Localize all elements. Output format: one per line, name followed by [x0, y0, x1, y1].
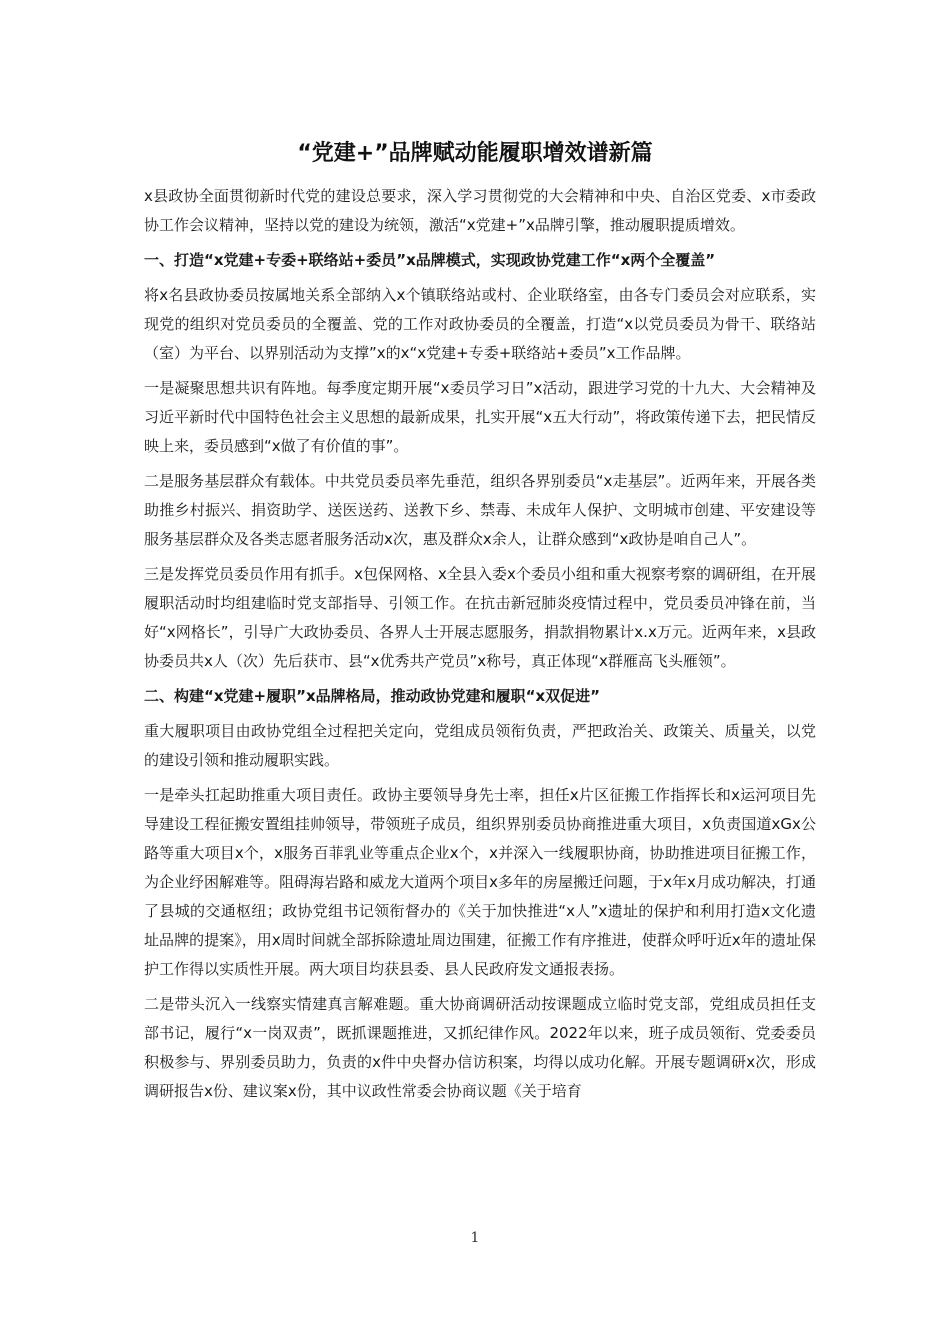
body-paragraph: 一是牵头扛起助推重大项目责任。政协主要领导身先士率，担任x片区征搬工作指挥长和x运河项目先导建设工程征搬安置组挂帅领导，带领班子成员，组织界别委员协商推进重大项目，x负责国道xGx公路等重大项目x个，x服务百菲乳业等重点企业x个，x并深入一线履职协商，协助推进项目征搬工作，为企业纾困解难等。阻碍海岩路和威龙大道两个项目x多年的房屋搬迁问题，于x年x月成功解决，打通了县城的交通枢纽；政协党组书记领衔督办的《关于加快推进“x人”x遗址的保护和利用打造x文化遗址品牌的提案》，用x周时间就全部拆除遗址周边围建，征搬工作有序推进，使群众呼吁近x年的遗址保护工作得以实质性开展。两大项目均获县委、县人民政府发文通报表扬。	[144, 786, 816, 978]
body-paragraph: 重大履职项目由政协党组全过程把关定向，党组成员领衔负责，严把政治关、政策关、质量关，以党的建设引领和推动履职实践。	[144, 722, 816, 769]
body-paragraph: 三是发挥党员委员作用有抓手。x包保网格、x全县入委x个委员小组和重大视察考察的调研组，在开展履职活动时均组建临时党支部指导、引领工作。在抗击新冠肺炎疫情过程中，党员委员冲锋在前，当好“x网格长”，引导广大政协委员、各界人士开展志愿服务，捐款捐物累计x.x万元。近两年来，x县政协委员共x人（次）先后获市、县“x优秀共产党员”x称号，真正体现“x群雁高飞头雁领”。	[144, 565, 816, 670]
body-paragraph: 二是带头沉入一线察实情建真言解难题。重大协商调研活动按课题成立临时党支部，党组成员担任支部书记，履行“x一岗双责”，既抓课题推进，又抓纪律作风。2022年以来，班子成员领衔、党委委员积极参与、界别委员助力，负责的x件中央督办信访积案，均得以成功化解。开展专题调研x次，形成调研报告x份、建议案x份，其中议政性常委会协商议题《关于培育	[144, 995, 816, 1100]
document-title: “党建+”品牌赋动能履职增效谱新篇	[297, 141, 653, 166]
body-paragraph: 二是服务基层群众有载体。中共党员委员率先垂范，组织各界别委员“x走基层”。近两年来，开展各类助推乡村振兴、捐资助学、送医送药、送教下乡、禁毒、未成年人保护、文明城市创建、平安建设等服务基层群众及各类志愿者服务活动x次，惠及群众x余人，让群众感到“x政协是咱自己人”。	[144, 472, 816, 548]
page-number: 1	[470, 1230, 480, 1246]
section-heading-2: 二、构建“x党建+履职”x品牌格局，推动政协党建和履职“x双促进”	[144, 687, 601, 705]
intro-paragraph: x县政协全面贯彻新时代党的建设总要求，深入学习贯彻党的大会精神和中央、自治区党委、x市委政协工作会议精神，坚持以党的建设为统领，激活“x党建+”x品牌引擎，推动履职提质增效。	[144, 187, 816, 234]
body-paragraph: 一是凝聚思想共识有阵地。每季度定期开展“x委员学习日”x活动，跟进学习党的十九大、大会精神及习近平新时代中国特色社会主义思想的最新成果，扎实开展“x五大行动”，将政策传递下去，把民情反映上来，委员感到“x做了有价值的事”。	[144, 379, 816, 455]
document-body	[144, 182, 816, 1112]
section-heading-1: 一、打造“x党建+专委+联络站+委员”x品牌模式，实现政协党建工作“x两个全覆盖”	[144, 251, 716, 269]
body-paragraph: 将x名县政协委员按属地关系全部纳入x个镇联络站或村、企业联络室，由各专门委员会对应联系，实现党的组织对党员委员的全覆盖、党的工作对政协委员的全覆盖，打造“x以党员委员为骨干、联络站（室）为平台、以界别活动为支撑”x的x“x党建+专委+联络站+委员”x工作品牌。	[144, 286, 816, 362]
